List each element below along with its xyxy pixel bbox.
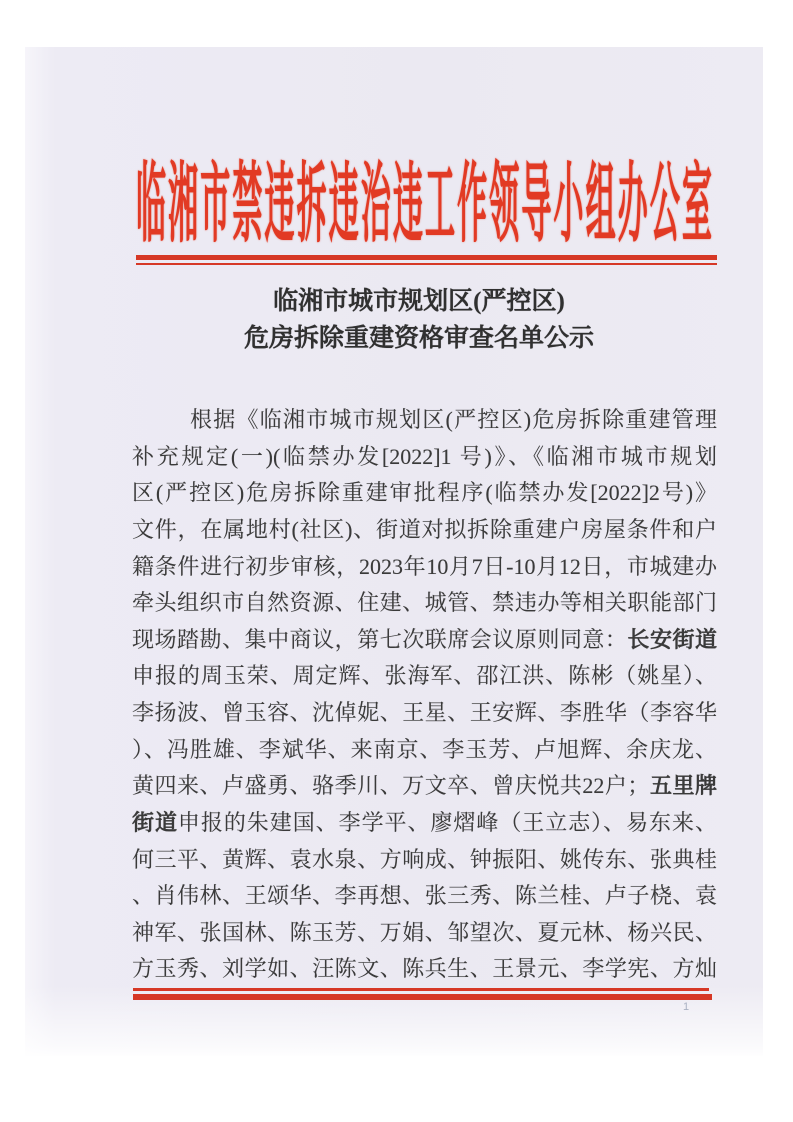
body-line	[132, 805, 717, 842]
page-number: 1	[683, 1001, 690, 1013]
street-name-bold: 街道	[132, 809, 178, 835]
header-rule-thick	[136, 255, 717, 260]
doc-title	[50, 283, 788, 357]
body-line	[132, 915, 717, 952]
doc-title-line1: 临湘市城市规划区(严控区)	[273, 288, 565, 315]
body-run: 、肖伟林、王颂华、李再想、张三秀、陈兰桂、卢子桡、袁	[132, 883, 717, 909]
body-line	[132, 732, 717, 769]
paper-sheet	[25, 47, 763, 1056]
doc-title-line2: 危房拆除重建资格审查名单公示	[243, 325, 594, 352]
body-line	[132, 622, 717, 659]
body-run: 牵头组织市自然资源、住建、城管、禁违办等相关职能部门	[132, 590, 717, 616]
body-run: ）、冯胜雄、李斌华、来南京、李玉芳、卢旭辉、余庆龙、	[132, 736, 717, 762]
street-name-bold: 五里牌	[649, 773, 717, 799]
body-line	[132, 951, 717, 988]
body-line	[132, 695, 717, 732]
body-line	[132, 658, 717, 695]
street-name-bold: 长安街道	[627, 626, 717, 652]
footer-rule-thick	[133, 994, 712, 1000]
body-run: 神军、张国林、陈玉芳、万娟、邹望次、夏元林、杨兴民、	[132, 919, 717, 945]
body-run: 籍条件进行初步审核，2023年10月7日-10月12日，市城建办	[132, 553, 717, 579]
body-run: 现场踏勘、集中商议，第七次联席会议原则同意：	[132, 626, 628, 652]
body-line	[132, 439, 717, 476]
body-run: 申报的周玉荣、周定辉、张海军、邵江洪、陈彬（姚星）、	[132, 663, 717, 689]
body-run: 补充规定(一)(临禁办发[2022]1 号)》、《临湘市城市规划	[132, 443, 717, 469]
header-rule-thin	[136, 263, 717, 266]
body-run: 方玉秀、刘学如、汪陈文、陈兵生、王景元、李学宪、方灿	[132, 956, 717, 982]
footer-rule-thin	[133, 988, 709, 991]
body-line	[132, 585, 717, 622]
body-line	[132, 512, 717, 549]
office-title: 临湘市禁违拆违治违工作领导小组办公室	[136, 158, 712, 254]
body-line	[132, 549, 717, 586]
body-run: 区(严控区)危房拆除重建审批程序(临禁办发[2022]2号)》	[132, 480, 717, 506]
body-run: 文件，在属地村(社区)、街道对拟拆除重建户房屋条件和户	[132, 516, 717, 542]
body-run: 根据《临湘市城市规划区(严控区)危房拆除重建管理	[190, 407, 717, 432]
body-line	[132, 402, 717, 439]
body-run: 申报的朱建国、李学平、廖熠峰（王立志）、易东来、	[177, 809, 717, 835]
body-line	[132, 475, 717, 512]
body-line	[132, 768, 717, 805]
body-text	[132, 402, 717, 988]
body-run: 黄四来、卢盛勇、骆季川、万文卒、曾庆悦共22户；	[132, 773, 650, 799]
body-line	[132, 878, 717, 915]
body-run: 何三平、黄辉、袁水泉、方响成、钟振阳、姚传东、张典桂	[132, 846, 717, 872]
body-run: 李扬波、曾玉容、沈倬妮、王星、王安辉、李胜华（李容华	[132, 700, 717, 725]
body-line	[132, 842, 717, 879]
